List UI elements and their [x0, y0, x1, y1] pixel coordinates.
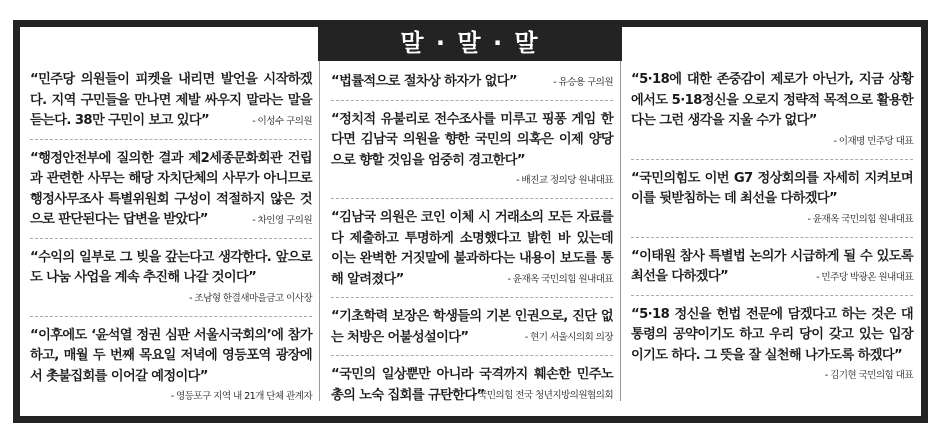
- quote-speaker: - 이성수 구의원: [252, 115, 312, 127]
- quote-text: “국민의힘도 이번 G7 정상회의를 자세히 지켜보며 이를 뒷받침하는 데 최선을 다하겠다”: [631, 170, 913, 206]
- dashed-separator: [331, 198, 613, 199]
- quote-text: “정치적 유불리로 전수조사를 미루고 핑퐁 게임 한다면 김남국 의원을 향한 국민의 의혹은 이제 양당으로 향할 것임을 엄중히 경고한다”: [331, 111, 613, 168]
- quote-item: [631, 169, 913, 227]
- quote-speaker: - 이재명 민주당 대표: [833, 135, 913, 147]
- quote-speaker: - 민주당 박광온 원내대표: [816, 271, 913, 283]
- quote-item: [631, 247, 913, 285]
- quote-column-1: [30, 70, 312, 404]
- dashed-separator: [30, 238, 312, 239]
- quote-column-3: [631, 70, 913, 383]
- dashed-separator: [331, 100, 613, 101]
- quote-speaker: - 조남형 한결새마을금고 이사장: [189, 292, 312, 304]
- quote-item: [331, 307, 613, 345]
- dashed-separator: [30, 316, 312, 317]
- quote-item: [631, 305, 913, 384]
- quote-item: [30, 149, 312, 228]
- quote-item: [331, 110, 613, 189]
- quote-item: [331, 208, 613, 287]
- column-divider: [319, 61, 320, 401]
- dashed-separator: [631, 237, 913, 238]
- quote-text: “이태원 참사 특별법 논의가 시급하게 될 수 있도록 최선을 다하겠다”: [631, 248, 913, 284]
- quote-speaker: - 현기 서울시의회 의장: [524, 332, 613, 343]
- dashed-separator: [331, 297, 613, 298]
- quote-item: [30, 70, 312, 129]
- quote-speaker: - 윤재옥 국민의힘 원내대표: [507, 274, 613, 285]
- dashed-separator: [631, 159, 913, 160]
- quote-text: “민주당 의원들이 피켓을 내리면 발언을 시작하겠다. 지역 구민들을 만나면 제발 싸우지 말라는 말을 듣는다. 38만 구민이 보고 있다”: [30, 72, 312, 128]
- quote-speaker: - 윤재옥 국민의힘 원내대표: [807, 213, 913, 225]
- quote-text: “5·18 정신을 헌법 전문에 담겠다고 하는 것은 대통령의 공약이기도 하고 우리 당이 갖고 있는 입장이기도 하다. 그 뜻을 잘 실천해 나가도록 하겠다”: [631, 306, 913, 363]
- column-divider: [620, 61, 621, 401]
- quote-text: “국민의 일상뿐만 아니라 국격까지 훼손한 민주노총의 노숙 집회를 규탄한다”: [331, 367, 613, 403]
- quote-speaker: - 차인영 구의원: [252, 214, 312, 226]
- quote-speaker: - 영등포구 지역 내 21개 단체 관계자: [170, 391, 312, 402]
- dashed-separator: [331, 355, 613, 356]
- quote-item: [631, 70, 913, 149]
- quote-text: “법률적으로 절차상 하자가 없다”: [331, 74, 517, 89]
- quote-item: [331, 365, 613, 403]
- quote-text: “김남국 의원은 코인 이체 시 거래소의 모든 자료를 다 제출하고 투명하게 소명했다고 밝힌 바 있는데 이는 완벽한 거짓말에 불과하다는 내용이 보도를 통해 알려졌다”: [331, 210, 613, 287]
- quote-text: “행정안전부에 질의한 결과 제2세종문화회관 건립과 관련한 사무는 해당 자치단체의 사무가 아니므로 행정사무조사 특별위원회 구성이 적절하지 않은 것으로 판단된다는 답변을 받았다”: [30, 150, 312, 227]
- dashed-separator: [631, 295, 913, 296]
- quote-speaker: - 김기현 국민의힘 대표: [824, 370, 913, 381]
- quote-text: “수익의 일부로 그 빚을 갚는다고 생각한다. 앞으로도 나눔 사업을 계속 추진해 나갈 것이다”: [30, 249, 312, 285]
- quote-speaker: - 유승용 구의원: [553, 76, 613, 88]
- quote-text: “기초학력 보장은 학생들의 기본 인권으로, 진단 없는 처방은 어불성설이다”: [331, 309, 613, 345]
- quote-item: [30, 248, 312, 306]
- quote-text: “5·18에 대한 존중감이 제로가 아닌가, 지금 상황에서도 5·18정신을 오로지 정략적 목적으로 활용한다는 그런 생각을 지울 수가 없다”: [631, 72, 913, 128]
- quote-item: [30, 326, 312, 405]
- quote-speaker: - 국민의힘 전국 청년지방의원협의회: [472, 390, 613, 401]
- quote-text: “이후에도 ‘윤석열 정권 심판 서울시국회의’에 참가하고, 매월 두 번째 목요일 저녁에 영등포역 광장에서 촛불집회를 이어갈 예정이다”: [30, 327, 312, 384]
- quote-column-2: [331, 72, 613, 403]
- dashed-separator: [30, 139, 312, 140]
- quote-item: [331, 72, 613, 90]
- section-title: 말 · 말 · 말: [318, 20, 622, 61]
- quote-speaker: - 배진교 정의당 원내대표: [516, 175, 613, 186]
